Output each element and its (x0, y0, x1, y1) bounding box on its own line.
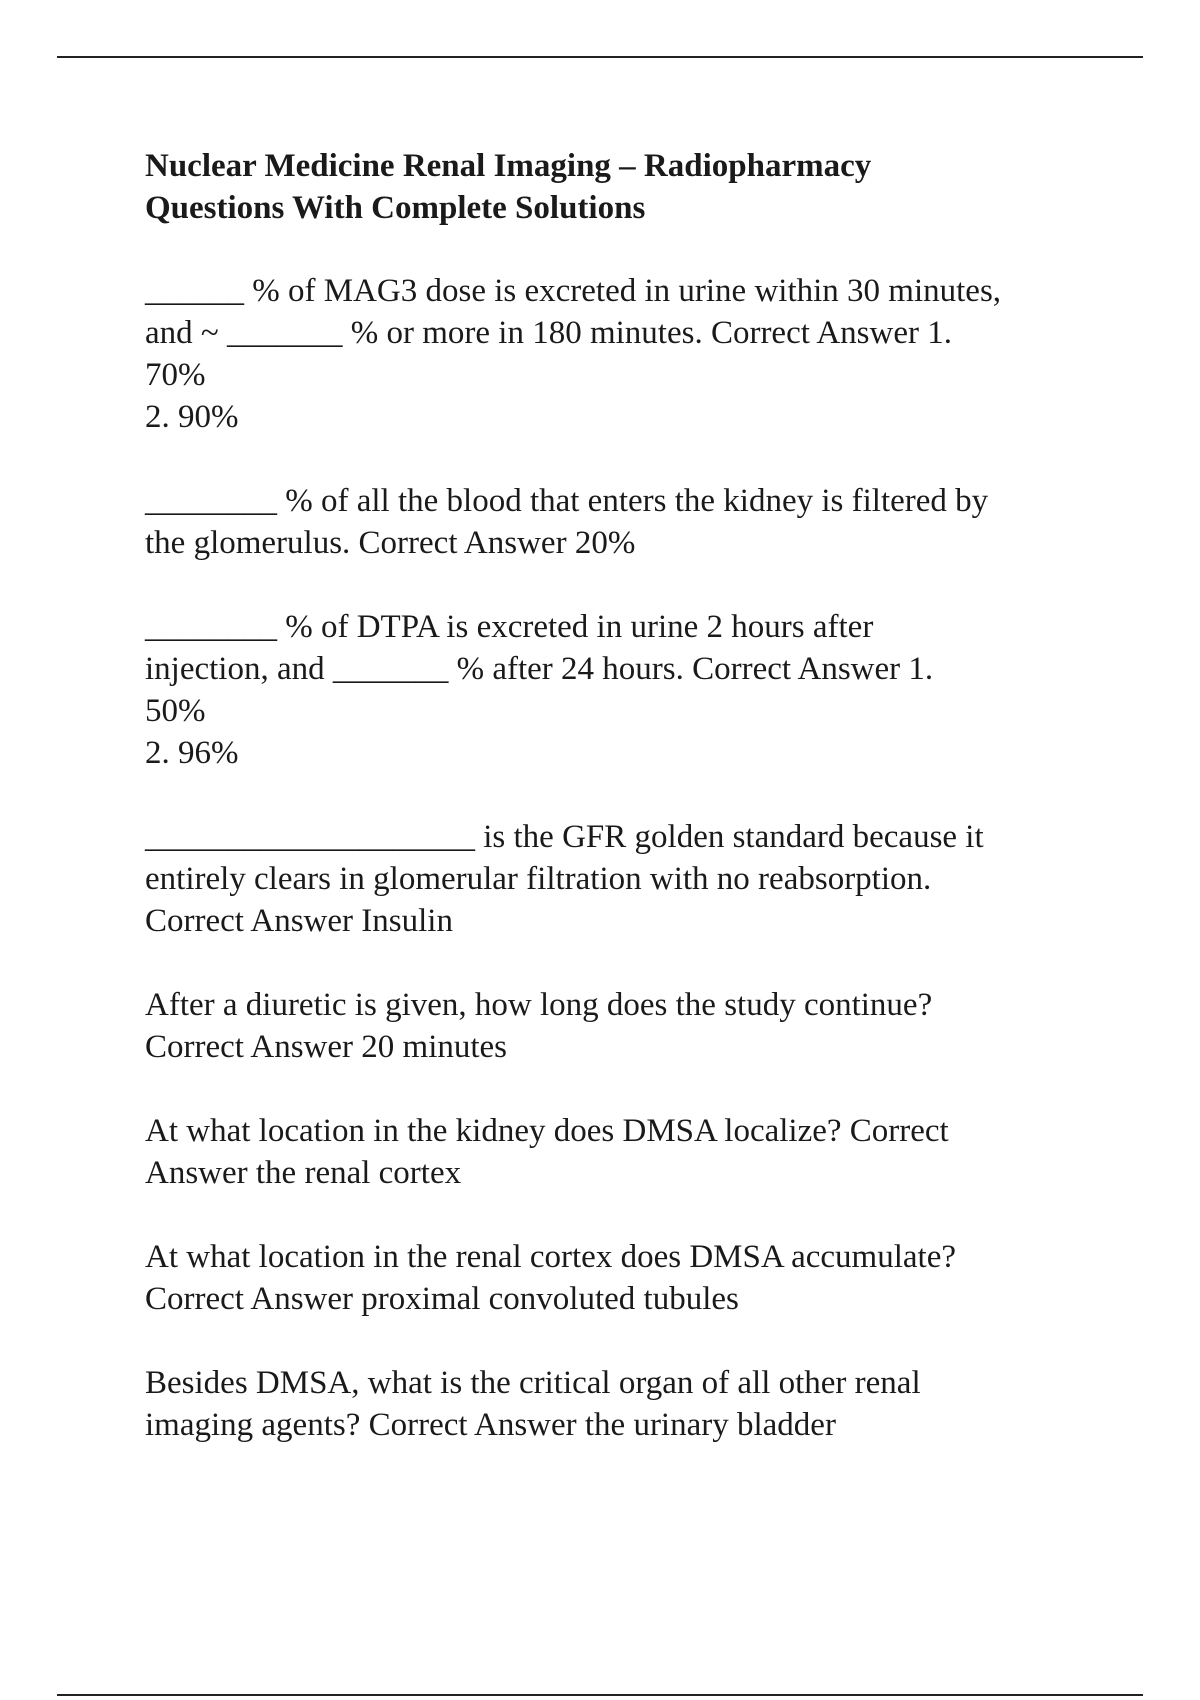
document-body (145, 145, 1105, 1488)
question-line: ________ % of all the blood that enters the kidney is filtered by (145, 483, 989, 519)
footer-rule (57, 1694, 1143, 1696)
question-item (145, 1110, 1105, 1194)
question-item (145, 1362, 1105, 1446)
question-line: ________ % of DTPA is excreted in urine 2 hours after (145, 609, 874, 645)
question-line: At what location in the kidney does DMSA localize? Correct (145, 1113, 949, 1149)
question-line: the glomerulus. Correct Answer 20% (145, 525, 636, 561)
question-line: 2. 96% (145, 735, 239, 771)
question-line: imaging agents? Correct Answer the urinary bladder (145, 1407, 836, 1443)
question-item (145, 1236, 1105, 1320)
question-line: At what location in the renal cortex does DMSA accumulate? (145, 1239, 956, 1275)
question-line: and ~ _______ % or more in 180 minutes. Correct Answer 1. (145, 315, 952, 351)
question-line: Correct Answer 20 minutes (145, 1029, 508, 1065)
header-rule (57, 56, 1143, 58)
question-line: Correct Answer proximal convoluted tubules (145, 1281, 739, 1317)
question-item (145, 606, 1105, 774)
question-item (145, 480, 1105, 564)
question-line: After a diuretic is given, how long does the study continue? (145, 987, 933, 1023)
question-item (145, 984, 1105, 1068)
document-title (145, 145, 1105, 229)
question-line: Besides DMSA, what is the critical organ of all other renal (145, 1365, 921, 1401)
question-line: ____________________ is the GFR golden standard because it (145, 819, 984, 855)
title-line: Nuclear Medicine Renal Imaging – Radiopharmacy (145, 148, 872, 184)
question-line: Answer the renal cortex (145, 1155, 462, 1191)
question-line: entirely clears in glomerular filtration with no reabsorption. (145, 861, 932, 897)
question-line: 2. 90% (145, 399, 239, 435)
question-line: 70% (145, 357, 206, 393)
question-line: 50% (145, 693, 206, 729)
question-item (145, 816, 1105, 942)
title-line: Questions With Complete Solutions (145, 190, 646, 226)
question-line: Correct Answer Insulin (145, 903, 453, 939)
question-line: ______ % of MAG3 dose is excreted in urine within 30 minutes, (145, 273, 1002, 309)
question-item (145, 270, 1105, 438)
question-line: injection, and _______ % after 24 hours. Correct Answer 1. (145, 651, 934, 687)
